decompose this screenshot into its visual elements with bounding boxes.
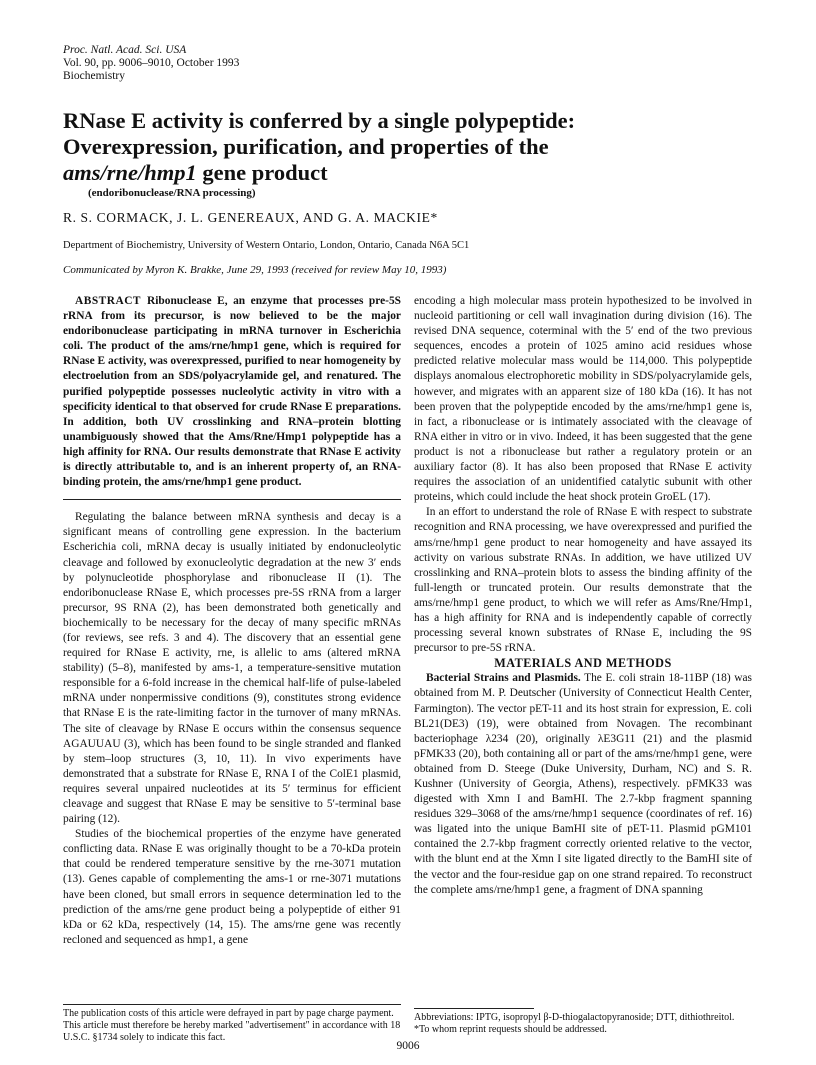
publication-cost-text: The publication costs of this article were defrayed in part by page charge payment. This article must therefore be hereby marked "advertisement" in accordance with 18 U.S.C. §1734 solely to indicate this fact. (63, 1008, 401, 1043)
intro-paragraph-3: encoding a high molecular mass protein hypothesized to be involved in nucleoid partitioning or cell wall invagination during division (16). The revised DNA sequence, coterminal with the 5′ end of the two previous sequences, encodes a protein of 1025 amino acid residues whose predicted relative molecular mass would be 114,000. This polypeptide displays anomalous electrophoretic mobility in SDS/polyacrylamide gels, however, and migrates with an apparent size of 180 kDa (16). It has not been proven that the polypeptide encoded by the ams/rne/hmp1 gene is, in fact, a ribonuclease or is intimately associated with the cleavage of RNA either in vitro or in vivo. Indeed, it has been suggested that the gene product is not a ribonuclease but rather a regulatory protein or an auxiliary factor (8). It has also been proposed that RNase E activity requires the association of an unidentified catalytic subunit with other proteins, which could include the heat shock protein GroEL (17). (414, 295, 752, 504)
footnotes (414, 1008, 752, 1036)
section-heading-methods: MATERIALS AND METHODS (494, 656, 672, 671)
abbreviations-footnote: Abbreviations: IPTG, isopropyl β-D-thiogalactopyranoside; DTT, dithiothreitol. (414, 1012, 735, 1023)
page-number: 9006 (396, 1040, 420, 1052)
intro-paragraph-2: Studies of the biochemical properties of the enzyme have generated conflicting data. RNase E was originally thought to be a 70-kDa protein that could be rendered temperature sensitive by the rne-3071 mutation (13). Genes capable of complementing the ams-1 or rne-3071 mutations have been cloned, but small errors in sequence determination led to the prediction of the ams/rne gene product being a polypeptide of either 91 kDa or 62 kDa, respectively (14, 15). The ams/rne gene was recently recloned and sequenced as hmp1, a gene (63, 828, 401, 946)
abstract-label: ABSTRACT (75, 295, 142, 307)
title-line-3 (63, 160, 763, 186)
article-title (63, 108, 763, 186)
title-line-1: RNase E activity is conferred by a single polypeptide: (63, 108, 576, 133)
right-column (414, 294, 752, 898)
communicated-by: Communicated by Myron K. Brakke, June 29, 1993 (received for review May 10, 1993) (63, 264, 447, 276)
left-column (63, 294, 401, 948)
title-line-2: Overexpression, purification, and properties of the (63, 134, 549, 159)
title-gene-name: ams/rne/hmp1 (63, 160, 197, 185)
corresponding-author-footnote: *To whom reprint requests should be addressed. (414, 1024, 607, 1035)
subsection-runin-heading: Bacterial Strains and Plasmids. (426, 672, 581, 685)
authors: R. S. CORMACK, J. L. GENEREAUX, AND G. A. MACKIE* (63, 210, 438, 225)
footnote-rule-left (63, 1004, 401, 1005)
title-line-3-rest: gene product (196, 160, 328, 185)
journal-volume: Vol. 90, pp. 9006–9010, October 1993 (63, 57, 240, 69)
journal-name: Proc. Natl. Acad. Sci. USA (63, 44, 187, 56)
abstract (63, 294, 401, 490)
affiliation: Department of Biochemistry, University of Western Ontario, London, Ontario, Canada N6A 5C1 (63, 240, 470, 251)
abstract-text: Ribonuclease E, an enzyme that processes pre-5S rRNA from its precursor, is now believed to be the major endoribonuclease participating in mRNA turnover in Escherichia coli. The product of the ams/rne/hmp1 gene, which is required for RNase E activity, was overexpressed, purified to near homogeneity by electroelution from an SDS/polyacrylamide gel, and renatured. The purified polypeptide possesses nucleolytic activity in vitro with a specificity identical to that observed for crude RNase E preparations. In addition, both UV crosslinking and RNA–protein blotting unambiguously showed that the Ams/Rne/Hmp1 polypeptide has a high affinity for RNA. Our results demonstrate that RNase E activity is directly attributable to, and is an inherent property of, an RNA-binding protein, the ams/rne/hmp1 gene product. (63, 295, 401, 489)
abstract-divider (63, 499, 401, 500)
journal-header (63, 44, 239, 83)
intro-paragraph-4: In an effort to understand the role of RNase E with respect to substrate recognition and RNA processing, we have overexpressed and purified the ams/rne/hmp1 gene product to near homogeneity and have assayed its activity on various substrate RNAs. In addition, we have utilized UV crosslinking and RNA–protein blots to assess the binding affinity of the full-length or truncated protein. Our results demonstrate that the ams/rne/hmp1 gene product, to which we will refer as Ams/Rne/Hmp1, has a high affinity for RNA and is independently capable of correctly processing several known substrates of RNase E, including the 9S precursor to pre-5S rRNA. (414, 506, 752, 655)
keywords: (endoribonuclease/RNA processing) (88, 187, 256, 199)
intro-paragraph-1: Regulating the balance between mRNA synthesis and decay is a significant means of controlling gene expression. In the bacterium Escherichia coli, mRNA decay is usually initiated by endonucleolytic cleavage and followed by exonucleolytic degradation at the new 3′ ends by polynucleotide phosphorylase and ribonuclease II (1). The endoribonuclease RNase E, which processes pre-5S rRNA from a larger precursor, 9S RNA (2), has been demonstrated both genetically and biochemically to be necessary for the decay of many specific mRNAs (for reviews, see refs. 3 and 4). The discovery that an essential gene required for RNase E activity, rne, is allelic to ams (altered mRNA stability) (5–8), manifested by ams-1, a temperature-sensitive mutation responsible for a 6-fold increase in the chemical half-life of pulse-labeled mRNA under nonpermissive conditions (9), constitutes strong evidence that RNase E is the rate-limiting factor in the turnover of many mRNAs. The site of cleavage by RNase E occurs within the consensus sequence AGAUUAU (3), which has been found to be single stranded and flanked by stem–loop structures (3, 10, 11). In vivo experiments have demonstrated that a substrate for RNase E, RNA I of the ColE1 plasmid, requires several unpaired nucleotides at its 5′ terminus for efficient cleavage and suggest that RNase E may be sensitive to 5′-terminal base pairing (12). (63, 511, 401, 826)
methods-paragraph-1-text: The E. coli strain 18-11BP (18) was obtained from M. P. Deutscher (University of Connecticut Health Center, Farmington). The vector pET-11 and its host strain for expression, E. coli BL21(DE3) (19), were obtained from Novagen. The recombinant bacteriophage λ234 (20), originally λE3G11 (21) and the plasmid pFMK33 (20), both containing all or part of the ams/rne/hmp1 gene, were obtained from D. Steege (Duke University, Durham, NC) and S. R. Kushner (University of Georgia, Athens), respectively. pFMK33 was digested with Xmn I and BamHI. The 2.7-kbp fragment spanning residues 329–3068 of the ams/rne/hmp1 sequence (coordinates of ref. 16) was ligated into the unique BamHI site of pET-11. Plasmid pGM101 contained the 2.7-kbp fragment correctly oriented relative to the vector, with the blunt end at the Xmn I site ligated directly to the BamHI site of the vector and the four-residue gap on one strand repaired. To reconstruct the complete ams/rne/hmp1 gene, a fragment of DNA spanning (414, 672, 752, 896)
methods-paragraph-1 (414, 671, 752, 897)
journal-section: Biochemistry (63, 70, 125, 82)
footnote-rule-right (414, 1008, 534, 1009)
publication-cost-note (63, 1004, 401, 1044)
